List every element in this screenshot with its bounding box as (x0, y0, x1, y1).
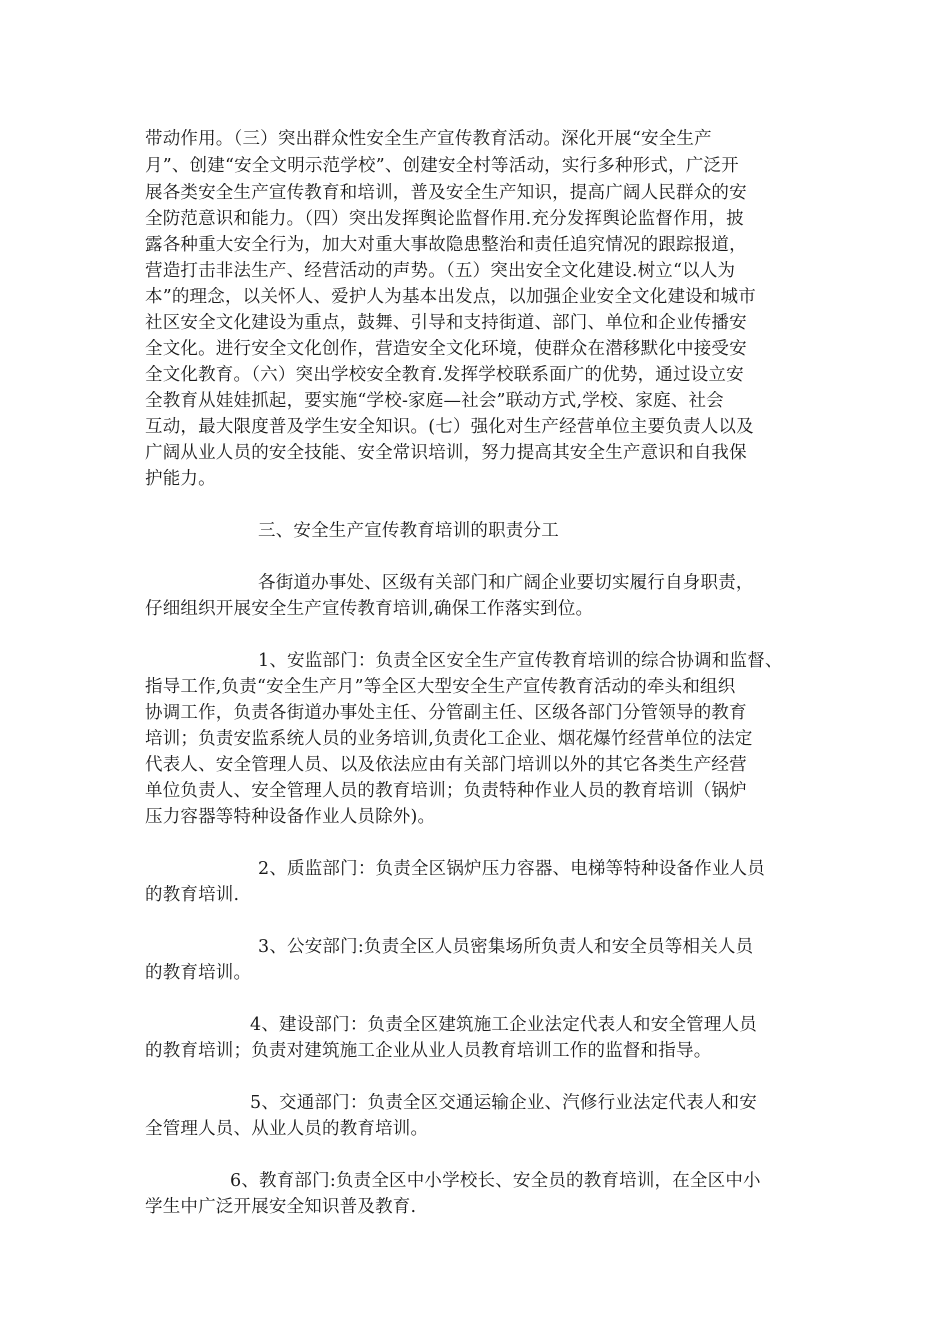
text-line: 护能力。 (145, 469, 216, 489)
text-line: 全文化。进行安全文化创作，营造安全文化环境，使群众在潜移默化中接受安 (145, 339, 747, 359)
text-line: 各街道办事处、区级有关部门和广阔企业要切实履行自身职责， (258, 573, 754, 593)
text-line: 本”的理念，以关怀人、爱护人为基本出发点，以加强企业安全文化建设和城市 (145, 287, 756, 307)
text-line: 广阔从业人员的安全技能、安全常识培训，努力提高其安全生产意识和自我保 (145, 443, 747, 463)
text-line: 压力容器等特种设备作业人员除外)。 (145, 807, 436, 827)
text-line: 1、安监部门：负责全区安全生产宣传教育培训的综合协调和监督、 (258, 651, 783, 671)
text-line: 4、建设部门：负责全区建筑施工企业法定代表人和安全管理人员 (250, 1015, 757, 1035)
text-line: 代表人、安全管理人员、以及依法应由有关部门培训以外的其它各类生产经营 (145, 755, 747, 775)
text-line: 全文化教育。（六）突出学校安全教育.发挥学校联系面广的优势，通过设立安 (145, 365, 744, 385)
text-line: 互动，最大限度普及学生安全知识。(七）强化对生产经营单位主要负责人以及 (145, 417, 754, 437)
text-line: 5、交通部门：负责全区交通运输企业、汽修行业法定代表人和安 (250, 1093, 757, 1113)
text-line: 3、公安部门:负责全区人员密集场所负责人和安全员等相关人员 (258, 937, 754, 957)
text-line: 培训；负责安监系统人员的业务培训,负责化工企业、烟花爆竹经营单位的法定 (145, 729, 753, 749)
text-line: 仔细组织开展安全生产宣传教育培训,确保工作落实到位。 (145, 599, 594, 619)
text-line: 社区安全文化建设为重点，鼓舞、引导和支持街道、部门、单位和企业传播安 (145, 313, 747, 333)
text-line: 营造打击非法生产、经营活动的声势。（五）突出安全文化建设.树立“以人为 (145, 261, 736, 281)
text-line: 6、教育部门:负责全区中小学校长、安全员的教育培训，在全区中小 (230, 1171, 761, 1191)
text-line: 展各类安全生产宣传教育和培训，普及安全生产知识，提高广阔人民群众的安 (145, 183, 747, 203)
text-line: 全管理人员、从业人员的教育培训。 (145, 1119, 429, 1139)
text-line: 的教育培训. (145, 885, 240, 905)
text-line: 2、质监部门：负责全区锅炉压力容器、电梯等特种设备作业人员 (258, 859, 765, 879)
text-line: 学生中广泛开展安全知识普及教育. (145, 1197, 417, 1217)
text-line: 协调工作，负责各街道办事处主任、分管副主任、区级各部门分管领导的教育 (145, 703, 747, 723)
text-line: 的教育培训。 (145, 963, 252, 983)
text-line: 全教育从娃娃抓起，要实施“学校-家庭—社会”联动方式,学校、家庭、社会 (145, 391, 724, 411)
text-line: 指导工作,负责“安全生产月”等全区大型安全生产宣传教育活动的牵头和组织 (145, 677, 736, 697)
text-line: 带动作用。（三）突出群众性安全生产宣传教育活动。深化开展“安全生产 (145, 129, 712, 149)
section-heading: 三、安全生产宣传教育培训的职责分工 (258, 521, 559, 541)
text-line: 露各种重大安全行为，加大对重大事故隐患整治和责任追究情况的跟踪报道， (145, 235, 747, 255)
text-line: 月”、创建“安全文明示范学校”、创建安全村等活动，实行多种形式，广泛开 (145, 156, 739, 176)
text-line: 单位负责人、安全管理人员的教育培训；负责特种作业人员的教育培训（锅炉 (145, 781, 747, 801)
text-line: 全防范意识和能力。（四）突出发挥舆论监督作用.充分发挥舆论监督作用，披 (145, 209, 744, 229)
text-line: 的教育培训；负责对建筑施工企业从业人员教育培训工作的监督和指导。 (145, 1041, 712, 1061)
